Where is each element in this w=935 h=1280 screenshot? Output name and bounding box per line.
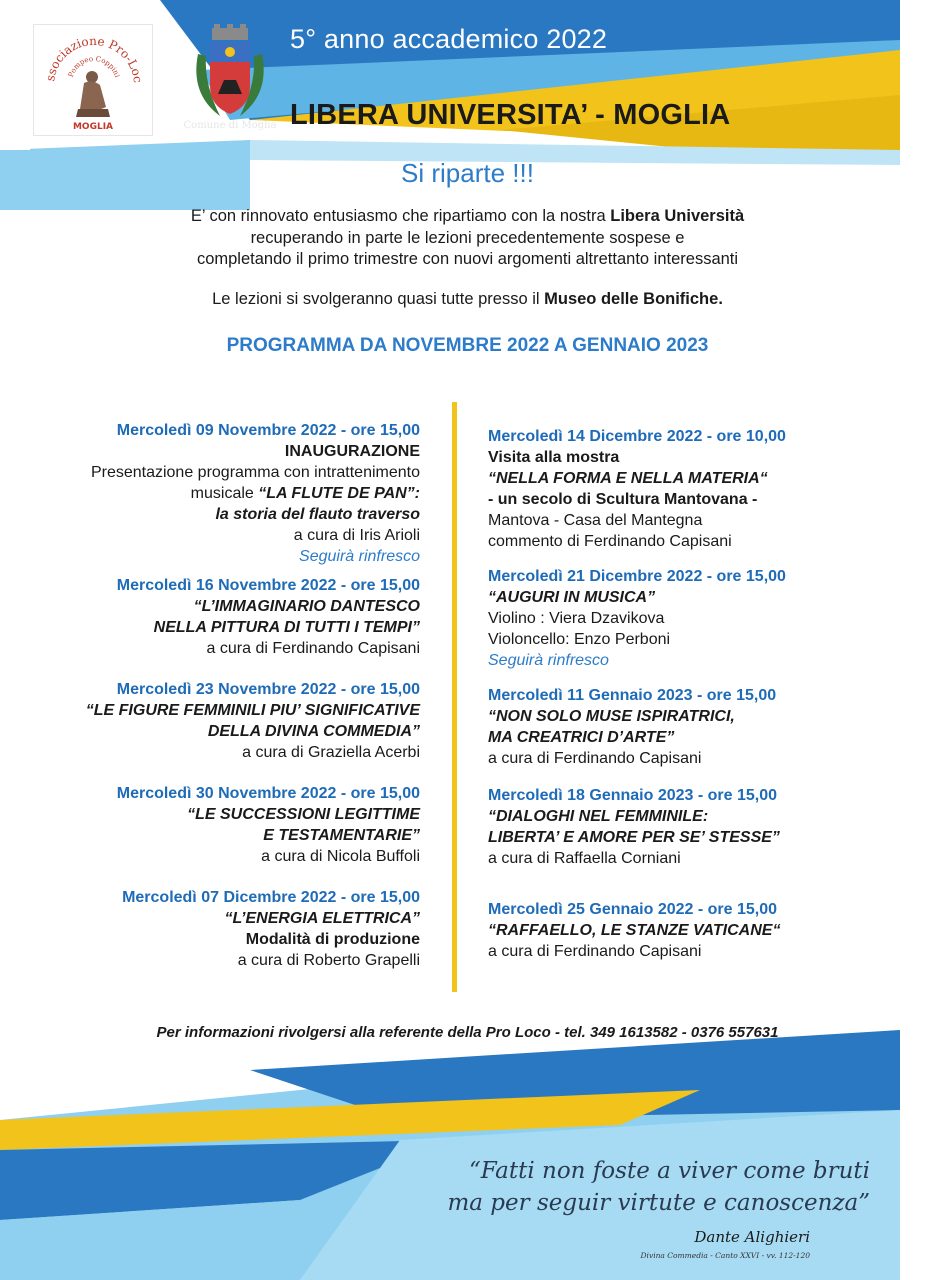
intro-bold: Libera Università (610, 207, 745, 225)
event-performer: Violino : Viera Dzavikova (488, 610, 665, 627)
event-title: “RAFFAELLO, LE STANZE VATICANE“ (488, 922, 781, 939)
event-energia-elettrica (20, 887, 420, 971)
proloco-inner-text: Pompeo Coppini (66, 54, 122, 79)
event-date: Mercoledì 23 Novembre 2022 - ore 15,00 (116, 681, 420, 698)
venue-line: Le lezioni si svolgeranno quasi tutte presso il Museo delle Bonifiche. (212, 290, 723, 308)
event-title: “L’IMMAGINARIO DANTESCO (193, 598, 420, 615)
event-location: Mantova - Casa del Mantegna (488, 512, 703, 529)
event-curator: a cura di Ferdinando Capisani (488, 943, 702, 960)
event-title: E TESTAMENTARIE” (263, 827, 420, 844)
event-immaginario-dantesco (20, 575, 420, 659)
contact-info: Per informazioni rivolgersi alla referente della Pro Loco - tel. 349 1613582 - 0376 557631 (156, 1024, 779, 1041)
event-subtitle: Modalità di produzione (245, 931, 420, 948)
event-title: Visita alla mostra (488, 449, 620, 466)
proloco-logo (33, 24, 153, 136)
event-title: NELLA PITTURA DI TUTTI I TEMPI” (153, 619, 420, 636)
event-title: “LE SUCCESSIONI LEGITTIME (187, 806, 420, 823)
event-date: Mercoledì 16 Novembre 2022 - ore 15,00 (116, 577, 420, 594)
event-date: Mercoledì 14 Dicembre 2022 - ore 10,00 (488, 428, 786, 445)
event-curator: a cura di Graziella Acerbi (242, 744, 420, 761)
event-date: Mercoledì 09 Novembre 2022 - ore 15,00 (116, 422, 420, 439)
quote-author: Dante Alighieri (694, 1228, 810, 1246)
event-title: INAUGURAZIONE (284, 443, 420, 460)
main-title: LIBERA UNIVERSITA’ - MOGLIA (290, 99, 731, 131)
event-title: DELLA DIVINA COMMEDIA” (207, 723, 420, 740)
comune-label: Comune di Moglia (183, 120, 277, 131)
proloco-ring-text: ssociazione Pro-Loc (43, 33, 146, 84)
event-line: Presentazione programma con intrattenimento (90, 464, 420, 481)
event-line: musicale “LA FLUTE DE PAN”: (190, 485, 420, 502)
event-raffaello (488, 899, 918, 962)
event-title: “NON SOLO MUSE ISPIRATRICI, (488, 708, 735, 725)
event-curator: a cura di Ferdinando Capisani (488, 750, 702, 767)
statue-icon (76, 71, 110, 117)
event-date: Mercoledì 21 Dicembre 2022 - ore 15,00 (488, 568, 786, 585)
comune-coat-of-arms (180, 24, 280, 134)
event-title: “AUGURI IN MUSICA” (488, 589, 656, 606)
event-title: “L’ENERGIA ELETTRICA” (224, 910, 420, 927)
venue-name: Museo delle Bonifiche. (544, 290, 723, 308)
quote-line-2: ma per seguir virtute e canoscenza” (447, 1190, 870, 1216)
event-performer: Violoncello: Enzo Perboni (488, 631, 671, 648)
event-date: Mercoledì 30 Novembre 2022 - ore 15,00 (116, 785, 420, 802)
intro-line-1: E’ con rinnovato entusiasmo che ripartiamo con la nostra Libera Università (190, 207, 745, 225)
event-line: la storia del flauto traverso (215, 506, 420, 523)
event-curator: a cura di Iris Arioli (293, 527, 420, 544)
event-curator: a cura di Ferdinando Capisani (206, 640, 420, 657)
event-successioni (20, 783, 420, 867)
event-title: “NELLA FORMA E NELLA MATERIA“ (488, 470, 768, 487)
event-visita-mostra (488, 426, 918, 552)
event-curator: commento di Ferdinando Capisani (488, 533, 732, 550)
event-curator: a cura di Roberto Grapelli (237, 952, 420, 969)
event-note: Seguirà rinfresco (299, 548, 420, 565)
event-curator: a cura di Raffaella Corniani (488, 850, 681, 867)
intro-paragraph (0, 206, 935, 271)
event-date: Mercoledì 18 Gennaio 2023 - ore 15,00 (488, 787, 778, 804)
event-curator: a cura di Nicola Buffoli (261, 848, 420, 865)
event-date: Mercoledì 07 Dicembre 2022 - ore 15,00 (122, 889, 420, 906)
dante-quote (440, 1155, 870, 1219)
academic-year-title: 5° anno accademico 2022 (290, 24, 608, 54)
intro-line-2: recuperando in parte le lezioni precedentemente sospese e (250, 228, 685, 247)
event-title: LIBERTA’ E AMORE PER SE’ STESSE” (488, 829, 780, 846)
quote-line-1: “Fatti non foste a viver come bruti (468, 1158, 870, 1184)
event-title: “LE FIGURE FEMMINILI PIU’ SIGNIFICATIVE (85, 702, 420, 719)
event-auguri-musica (488, 566, 918, 671)
right-events-column (488, 426, 918, 962)
event-title: MA CREATRICI D’ARTE” (488, 729, 675, 746)
program-title: PROGRAMMA DA NOVEMBRE 2022 A GENNAIO 2023 (226, 335, 709, 356)
event-date: Mercoledì 11 Gennaio 2023 - ore 15,00 (488, 687, 777, 704)
intro-line-3: completando il primo trimestre con nuovi argomenti altrettanto interessanti (196, 250, 739, 268)
event-title: “DIALOGHI NEL FEMMINILE: (488, 808, 709, 825)
event-subtitle: - un secolo di Scultura Mantovana - (488, 491, 758, 508)
event-muse-ispiratrici (488, 685, 918, 769)
event-figure-femminili (20, 679, 420, 763)
event-dialoghi-femminile (488, 785, 918, 869)
event-inauguration (20, 420, 420, 567)
left-events-column (20, 420, 420, 971)
event-date: Mercoledì 25 Gennaio 2022 - ore 15,00 (488, 901, 778, 918)
proloco-town: MOGLIA (72, 122, 114, 132)
coat-of-arms-icon (180, 24, 280, 124)
quote-source: Divina Commedia - Canto XXVI - vv. 112-120 (640, 1251, 810, 1260)
event-note: Seguirà rinfresco (488, 652, 609, 669)
subtitle: Si riparte !!! (401, 158, 534, 188)
column-divider (452, 402, 457, 992)
